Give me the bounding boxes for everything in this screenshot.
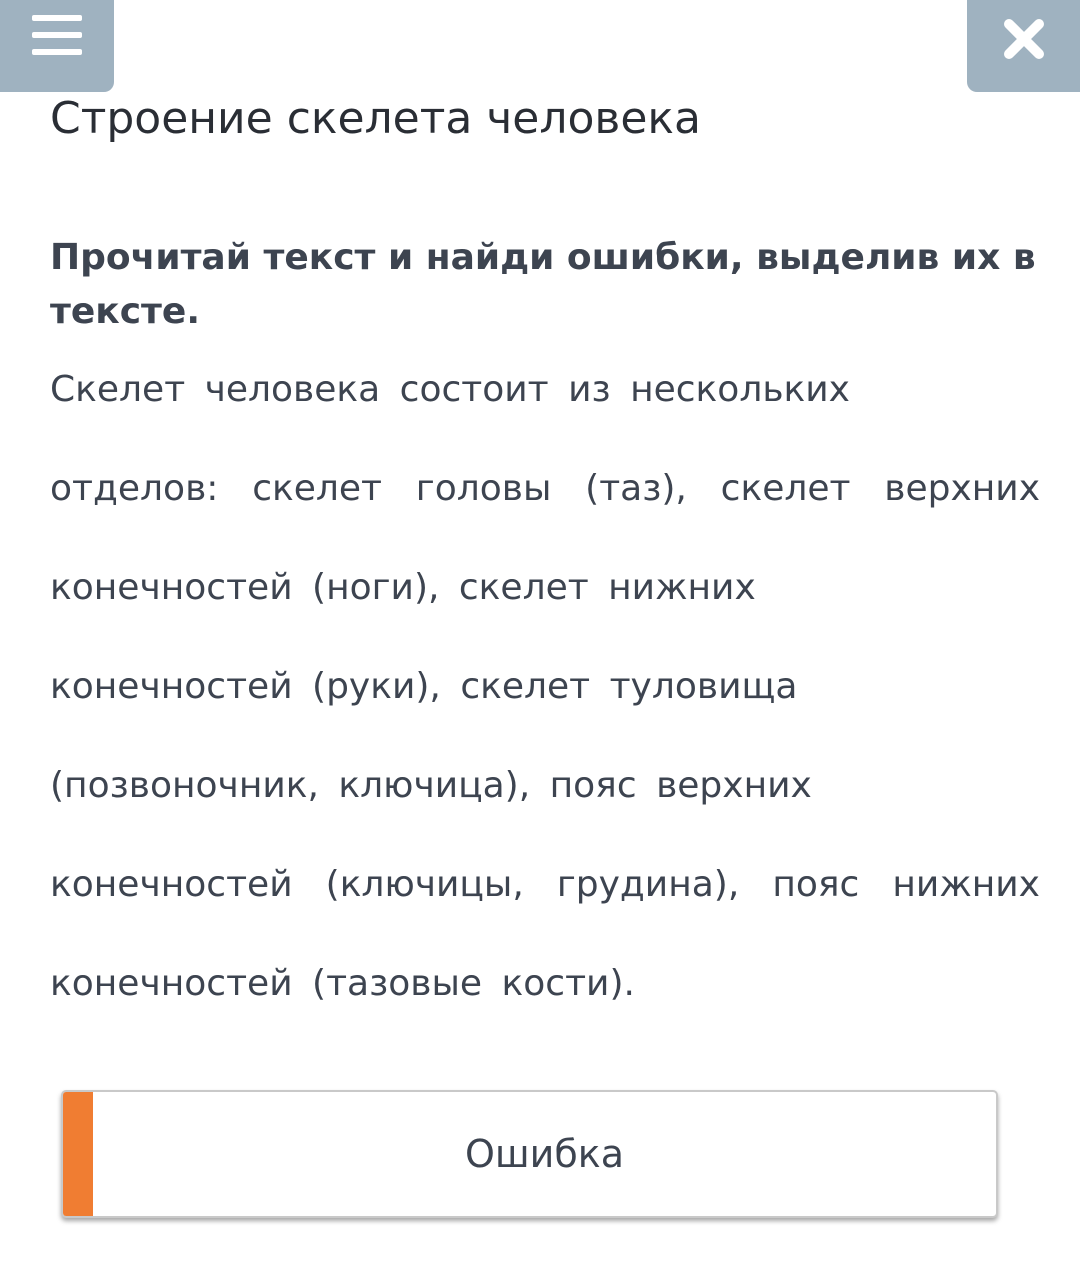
text-line[interactable]: конечностей (ключицы, грудина), пояс нижних [50,864,1040,905]
hamburger-menu-icon-bar [32,49,82,55]
text-line[interactable]: конечностей (руки), скелет туловища [50,666,798,707]
hamburger-menu-icon [32,15,82,21]
page-title: Строение скелета человека [50,93,701,144]
answer-accent-bar [63,1092,93,1216]
exercise-text [50,360,1040,1053]
text-line[interactable]: (позвоночник, ключица), пояс верхних [50,765,812,806]
instruction-text: Прочитай текст и найди ошибки, выделив их в тексте. [50,237,1036,332]
error-answer-button[interactable] [61,1090,998,1218]
text-line[interactable]: конечностей (ноги), скелет нижних [50,567,756,608]
text-line[interactable]: Скелет человека состоит из нескольких [50,369,850,410]
menu-button[interactable] [0,0,114,92]
text-line[interactable]: отделов: скелет головы (таз), скелет верхних [50,468,1040,509]
close-x-icon [1003,18,1045,60]
text-line[interactable]: конечностей (тазовые кости). [50,963,635,1004]
close-button[interactable] [967,0,1080,92]
hamburger-menu-icon-bar [32,32,82,38]
answer-button-label: Ошибка [464,1132,625,1176]
